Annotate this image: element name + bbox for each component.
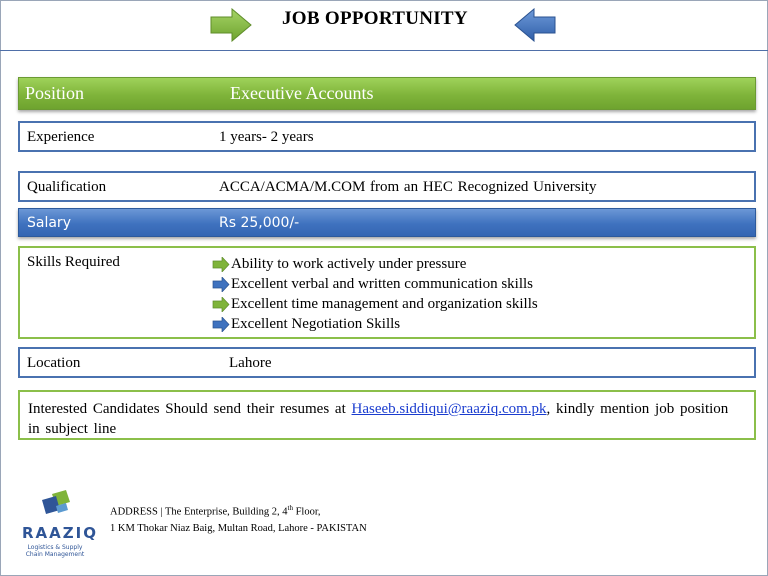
note-prefix: Interested Candidates Should send their resumes at	[28, 401, 352, 417]
note-suffix: , kindly mention job position in subject line	[28, 401, 729, 437]
logo-tagline: Logistics & Supply Chain Management	[25, 544, 85, 558]
experience-row	[18, 121, 756, 152]
position-row	[18, 77, 756, 110]
list-item	[212, 314, 538, 334]
salary-label: Salary	[27, 215, 71, 231]
page-title: JOB OPPORTUNITY	[282, 8, 468, 29]
location-label: Location	[27, 355, 81, 371]
experience-value: 1 years- 2 years	[219, 129, 314, 145]
skills-label: Skills Required	[27, 254, 120, 270]
skill-text: Ability to work actively under pressure	[231, 256, 467, 272]
qualification-label: Qualification	[27, 179, 107, 195]
address-line-2: 1 KM Thokar Niaz Baig, Multan Road, Lahore - PAKISTAN	[110, 522, 367, 534]
skill-text: Excellent verbal and written communication skills	[231, 276, 533, 292]
location-value: Lahore	[229, 355, 272, 371]
salary-value: Rs 25,000/-	[219, 215, 300, 231]
application-note	[18, 390, 756, 440]
skills-list	[212, 254, 538, 334]
blue-arrow-icon	[212, 317, 230, 332]
right-arrow-icon	[210, 8, 252, 42]
qualification-value: ACCA/ACMA/M.COM from an HEC Recognized University	[219, 179, 597, 195]
skills-row	[18, 246, 756, 339]
green-arrow-icon	[212, 257, 230, 272]
list-item	[212, 294, 538, 314]
list-item	[212, 274, 538, 294]
skill-text: Excellent time management and organization skills	[231, 296, 538, 312]
left-arrow-icon	[514, 8, 556, 42]
skill-text: Excellent Negotiation Skills	[231, 316, 401, 332]
logo-name: RAAZIQ	[22, 524, 98, 542]
address-line-1: ADDRESS | The Enterprise, Building 2, 4th Floor,	[110, 504, 321, 518]
email-link[interactable]: Haseeb.siddiqui@raaziq.com.pk	[351, 401, 547, 417]
experience-label: Experience	[27, 129, 95, 145]
raaziq-logo-icon	[22, 488, 86, 528]
salary-row	[18, 208, 756, 237]
header-divider	[0, 50, 768, 51]
list-item	[212, 254, 538, 274]
blue-arrow-icon	[212, 277, 230, 292]
note-text	[28, 399, 744, 439]
position-value: Executive Accounts	[230, 83, 374, 103]
location-row	[18, 347, 756, 378]
qualification-row	[18, 171, 756, 202]
position-label: Position	[25, 83, 85, 103]
address	[110, 500, 367, 537]
green-arrow-icon	[212, 297, 230, 312]
